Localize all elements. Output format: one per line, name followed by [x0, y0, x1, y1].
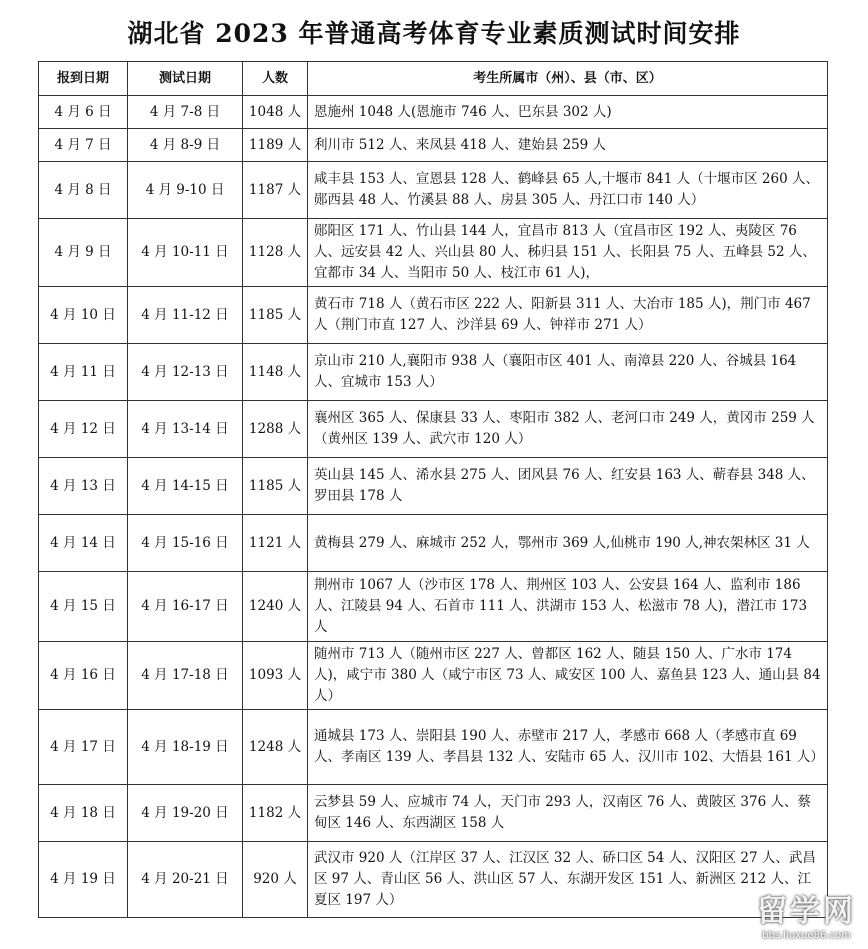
table-row: [39, 785, 828, 842]
cell-count: 1240 人: [243, 572, 308, 642]
cell-count: 1048 人: [243, 96, 308, 129]
cell-report-date: 4 月 6 日: [39, 96, 128, 129]
table-row: [39, 401, 828, 458]
cell-count: 1128 人: [243, 219, 308, 287]
watermark: [757, 886, 856, 941]
cell-report-date: 4 月 16 日: [39, 642, 128, 710]
cell-test-date: 4 月 9-10 日: [128, 162, 243, 219]
cell-test-date: 4 月 14-15 日: [128, 458, 243, 515]
cell-areas: 京山市 210 人,襄阳市 938 人（襄阳市区 401 人、南漳县 220 人、谷城县 164 人、宜城市 153 人）: [308, 344, 828, 401]
cell-test-date: 4 月 20-21 日: [128, 842, 243, 918]
cell-count: 1189 人: [243, 129, 308, 162]
watermark-url: bbs.liuxue86.com: [762, 930, 851, 941]
cell-test-date: 4 月 18-19 日: [128, 710, 243, 785]
cell-areas: 荆州市 1067 人（沙市区 178 人、荆州区 103 人、公安县 164 人、监利市 186 人、江陵县 94 人、石首市 111 人、洪湖市 153 人、松滋市 78 人)，潜江市 173 人: [308, 572, 828, 642]
cell-areas: 武汉市 920 人（江岸区 37 人、江汉区 32 人、硚口区 54 人、汉阳区 27 人、武昌区 97 人、青山区 56 人、洪山区 57 人、东湖开发区 151 人、新洲区 212 人、江夏区 197 人）: [308, 842, 828, 918]
cell-areas: 黄石市 718 人（黄石市区 222 人、阳新县 311 人、大冶市 185 人)，荆门市 467 人（荆门市直 127 人、沙洋县 69 人、钟祥市 271 人）: [308, 287, 828, 344]
cell-count: 1248 人: [243, 710, 308, 785]
header-count: 人数: [243, 62, 308, 96]
cell-areas: 随州市 713 人（随州市区 227 人、曾都区 162 人、随县 150 人、广水市 174 人)，咸宁市 380 人（咸宁市区 73 人、咸安区 100 人、嘉鱼县 123 人、通山县 84 人）: [308, 642, 828, 710]
cell-test-date: 4 月 16-17 日: [128, 572, 243, 642]
cell-areas: 郧阳区 171 人、竹山县 144 人，宜昌市 813 人（宜昌市区 192 人、夷陵区 76 人、远安县 42 人、兴山县 80 人、秭归县 151 人、长阳县 75 人、五峰县 52 人、宜都市 34 人、当阳市 50 人、枝江市 61 人)，: [308, 219, 828, 287]
table-row: [39, 162, 828, 219]
cell-count: 1121 人: [243, 515, 308, 572]
cell-count: 1093 人: [243, 642, 308, 710]
cell-test-date: 4 月 13-14 日: [128, 401, 243, 458]
cell-report-date: 4 月 11 日: [39, 344, 128, 401]
cell-report-date: 4 月 19 日: [39, 842, 128, 918]
cell-areas: 通城县 173 人、崇阳县 190 人、赤壁市 217 人，孝感市 668 人（孝感市直 69 人、孝南区 139 人、孝昌县 132 人、安陆市 65 人、汉川市 102、大悟县 161 人）: [308, 710, 828, 785]
cell-report-date: 4 月 10 日: [39, 287, 128, 344]
table-row: [39, 515, 828, 572]
cell-areas: 黄梅县 279 人、麻城市 252 人，鄂州市 369 人,仙桃市 190 人,神农架林区 31 人: [308, 515, 828, 572]
cell-report-date: 4 月 15 日: [39, 572, 128, 642]
cell-test-date: 4 月 19-20 日: [128, 785, 243, 842]
cell-test-date: 4 月 11-12 日: [128, 287, 243, 344]
cell-report-date: 4 月 7 日: [39, 129, 128, 162]
table-row: [39, 572, 828, 642]
header-areas: 考生所属市（州）、县（市、区）: [308, 62, 828, 96]
cell-count: 1185 人: [243, 458, 308, 515]
schedule-table: [38, 61, 828, 918]
cell-test-date: 4 月 17-18 日: [128, 642, 243, 710]
cell-test-date: 4 月 10-11 日: [128, 219, 243, 287]
table-row: [39, 129, 828, 162]
cell-count: 1185 人: [243, 287, 308, 344]
watermark-logo: 留学网: [757, 894, 856, 929]
header-test-date: 测试日期: [128, 62, 243, 96]
table-row: [39, 344, 828, 401]
table-row: [39, 710, 828, 785]
cell-report-date: 4 月 17 日: [39, 710, 128, 785]
header-row: [39, 62, 828, 96]
table-row: [39, 96, 828, 129]
cell-areas: 恩施州 1048 人(恩施市 746 人、巴东县 302 人): [308, 96, 828, 129]
cell-areas: 英山县 145 人、浠水县 275 人、团风县 76 人、红安县 163 人、蕲春县 348 人、罗田县 178 人: [308, 458, 828, 515]
cell-areas: 云梦县 59 人、应城市 74 人，天门市 293 人，汉南区 76 人、黄陂区 376 人、蔡甸区 146 人、东西湖区 158 人: [308, 785, 828, 842]
cell-count: 920 人: [243, 842, 308, 918]
table-row: [39, 219, 828, 287]
cell-report-date: 4 月 13 日: [39, 458, 128, 515]
cell-test-date: 4 月 15-16 日: [128, 515, 243, 572]
header-report-date: 报到日期: [39, 62, 128, 96]
table-row: [39, 287, 828, 344]
cell-report-date: 4 月 9 日: [39, 219, 128, 287]
cell-report-date: 4 月 14 日: [39, 515, 128, 572]
cell-report-date: 4 月 8 日: [39, 162, 128, 219]
table-row: [39, 458, 828, 515]
page-title: 湖北省 2023 年普通高考体育专业素质测试时间安排: [127, 19, 741, 48]
cell-count: 1187 人: [243, 162, 308, 219]
cell-count: 1288 人: [243, 401, 308, 458]
cell-areas: 利川市 512 人、来凤县 418 人、建始县 259 人: [308, 129, 828, 162]
cell-test-date: 4 月 12-13 日: [128, 344, 243, 401]
cell-report-date: 4 月 12 日: [39, 401, 128, 458]
cell-count: 1148 人: [243, 344, 308, 401]
cell-test-date: 4 月 7-8 日: [128, 96, 243, 129]
cell-areas: 襄州区 365 人、保康县 33 人、枣阳市 382 人、老河口市 249 人，黄冈市 259 人（黄州区 139 人、武穴市 120 人）: [308, 401, 828, 458]
cell-report-date: 4 月 18 日: [39, 785, 128, 842]
cell-areas: 咸丰县 153 人、宣恩县 128 人、鹤峰县 65 人,十堰市 841 人（十堰市区 260 人、郧西县 48 人、竹溪县 88 人、房县 305 人、丹江口市 140 人）: [308, 162, 828, 219]
cell-test-date: 4 月 8-9 日: [128, 129, 243, 162]
table-row: [39, 842, 828, 918]
cell-count: 1182 人: [243, 785, 308, 842]
table-row: [39, 642, 828, 710]
